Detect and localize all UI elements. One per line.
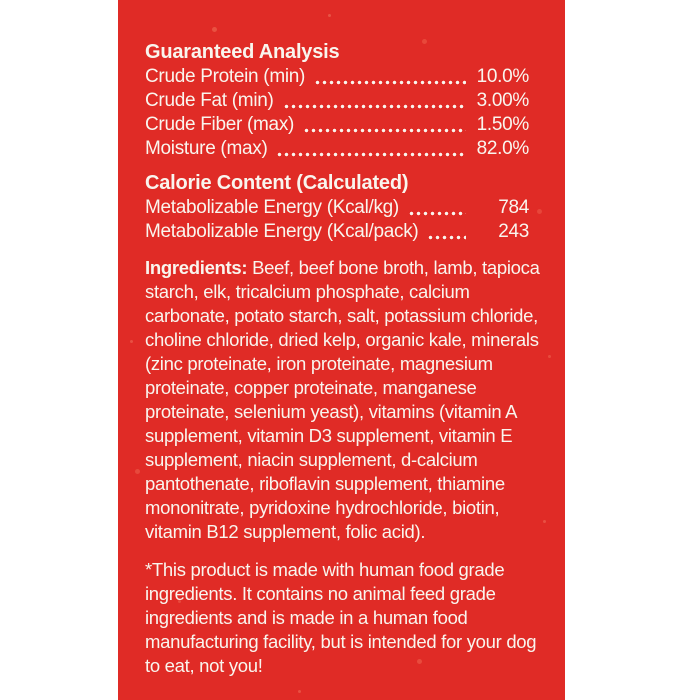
dot-leader [276, 152, 466, 157]
guaranteed-analysis-section [145, 41, 541, 161]
dot-leader [283, 104, 466, 109]
dot-leader [314, 80, 466, 85]
label-content [145, 41, 541, 678]
section-spacer [145, 161, 541, 172]
calorie-row-kcal-pack [145, 220, 529, 244]
ingredients-section [145, 256, 541, 544]
calorie-row-kcal-kg [145, 196, 529, 220]
analysis-row-label: Crude Fat (min) [145, 90, 274, 111]
analysis-row-crude-fiber [145, 113, 529, 137]
section-spacer [145, 544, 541, 558]
calorie-row-value: 784 [498, 197, 529, 218]
guaranteed-analysis-rows [145, 65, 529, 161]
analysis-row-crude-fat [145, 89, 529, 113]
calorie-row-label: Metabolizable Energy (Kcal/pack) [145, 221, 419, 242]
section-spacer [145, 244, 541, 256]
pet-food-label-panel [118, 0, 565, 700]
analysis-row-crude-protein [145, 65, 529, 89]
ingredients-text: Beef, beef bone broth, lamb, tapioca starch, elk, tricalcium phosphate, calcium carbonate, potato starch, salt, potassium chloride, choline chloride, dried kelp, organic kale, minerals (zinc proteinate, iron proteinate, magnesium proteinate, copper proteinate, manganese proteinate, selenium yeast), vitamins (vitamin A supplement, vitamin D3 supplement, vitamin E supplement, niacin supplement, d-calcium pantothenate, riboflavin supplement, thiamine mononitrate, pyridoxine hydrochloride, biotin, vitamin B12 supplement, folic acid). [145, 257, 540, 542]
calorie-content-heading: Calorie Content (Calculated) [145, 172, 409, 194]
analysis-row-label: Crude Protein (min) [145, 66, 306, 87]
analysis-row-label: Moisture (max) [145, 138, 268, 159]
dot-leader [427, 235, 466, 240]
analysis-row-value: 1.50% [476, 114, 529, 135]
label-texture-speckles [118, 0, 121, 3]
analysis-row-value: 10.0% [476, 66, 529, 87]
footnote-section [145, 558, 541, 678]
analysis-row-value: 3.00% [476, 90, 529, 111]
analysis-row-moisture [145, 137, 529, 161]
analysis-row-value: 82.0% [476, 138, 529, 159]
calorie-content-section [145, 172, 541, 244]
analysis-row-label: Crude Fiber (max) [145, 114, 295, 135]
dot-leader [303, 128, 466, 133]
calorie-row-label: Metabolizable Energy (Kcal/kg) [145, 197, 399, 218]
calorie-row-value: 243 [498, 221, 529, 242]
ingredients-paragraph [145, 256, 541, 544]
dot-leader [408, 211, 466, 216]
footnote-text: *This product is made with human food grade ingredients. It contains no animal feed grade ingredients and is made in a human food manufacturing facility, but is intended for your dog to eat, not you! [145, 559, 537, 676]
ingredients-heading: Ingredients: [145, 257, 248, 278]
guaranteed-analysis-heading: Guaranteed Analysis [145, 41, 340, 63]
calorie-content-rows [145, 196, 529, 244]
